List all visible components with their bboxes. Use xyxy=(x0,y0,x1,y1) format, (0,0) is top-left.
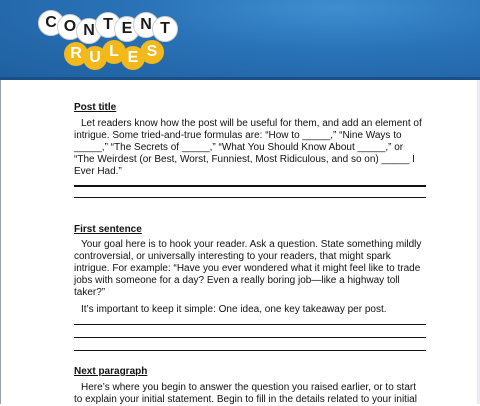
writing-line xyxy=(74,350,426,351)
section-title-next-paragraph: Next paragraph xyxy=(74,366,148,377)
logo-letter: N xyxy=(133,12,159,38)
logo-letter: N xyxy=(76,18,102,44)
writing-line xyxy=(74,337,426,338)
logo-letter: U xyxy=(83,46,107,70)
section-title-post-title: Post title xyxy=(74,102,117,113)
section-body-first-sentence-note: It’s important to keep it simple: One idea, one key takeaway per post. xyxy=(81,304,387,315)
logo-letter: O xyxy=(57,14,83,40)
logo-letter: L xyxy=(102,40,126,64)
section-body-next-paragraph: Here’s where you begin to answer the question you raised earlier, or to start to explain your initial statement. Begin to fill in the details related to your initial xyxy=(74,382,417,405)
section-title-first-sentence: First sentence xyxy=(74,224,142,235)
logo-letter: T xyxy=(152,16,178,42)
section-body-first-sentence: Your goal here is to hook your reader. Ask a question. State something mildly controversial, or universally interesting to your readers, that might spark intrigue. For example: “Have you ever wondered what it might feel like to trade jobs with someone for a day? Even a really boring job—like a highway toll taker?” xyxy=(74,239,422,298)
logo-letter: E xyxy=(121,46,145,70)
logo-letter: C xyxy=(38,10,64,36)
writing-line xyxy=(74,324,426,325)
writing-line xyxy=(74,185,426,187)
content-rules-logo xyxy=(0,0,240,80)
document-page xyxy=(0,80,480,404)
section-body-post-title: Let readers know how the post will be useful for them, and add an element of intrigue. Some tried-and-true formulas are: “How to _____,” “Nine Ways to _____,” “The Secrets of _____,” “What You Should Know About _____,” or “The Weirdest (or Best, Worst, Funniest, Most Ridiculous, and so on) _____ I Ever Had.” xyxy=(74,118,422,177)
logo-letter: S xyxy=(140,40,164,64)
logo-letter: T xyxy=(95,12,121,38)
writing-line xyxy=(74,197,426,198)
logo-letter: E xyxy=(114,16,140,42)
logo-letter: R xyxy=(64,42,88,66)
